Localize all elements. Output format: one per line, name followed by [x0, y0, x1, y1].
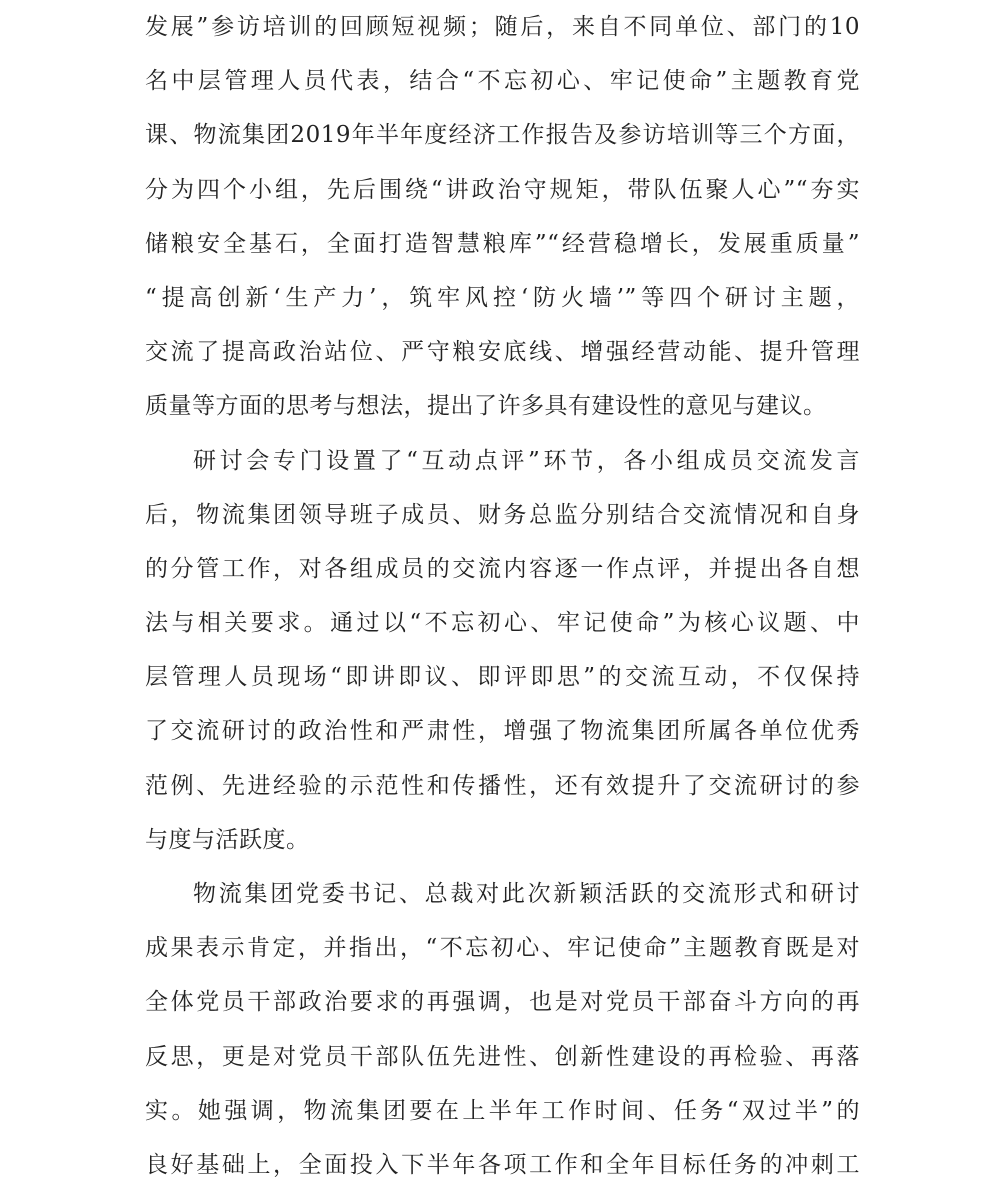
text-line-3: 课、物流集团2019年半年度经济工作报告及参访培训等三个方面， [145, 122, 860, 149]
text-line-4: 分为四个小组，先后围绕“讲政治守规矩，带队伍聚人心”“夯实 [145, 176, 860, 203]
text-line-10: 后，物流集团领导班子成员、财务总监分别结合交流情况和自身 [145, 501, 860, 528]
text-line-12: 法与相关要求。通过以“不忘初心、牢记使命”为核心议题、中 [145, 610, 860, 637]
text-line-5: 储粮安全基石，全面打造智慧粮库”“经营稳增长，发展重质量” [145, 230, 860, 257]
text-line-22: 良好基础上，全面投入下半年各项工作和全年目标任务的冲刺工 [145, 1151, 860, 1178]
text-line-9: 研讨会专门设置了“互动点评”环节，各小组成员交流发言 [193, 447, 860, 474]
text-line-17: 物流集团党委书记、总裁对此次新颖活跃的交流形式和研讨 [193, 881, 860, 907]
text-line-15: 范例、先进经验的示范性和传播性，还有效提升了交流研讨的参 [145, 772, 860, 799]
text-line-7: 交流了提高政治站位、严守粮安底线、增强经营动能、提升管理 [145, 339, 860, 366]
text-line-13: 层管理人员现场“即讲即议、即评即思”的交流互动，不仅保持 [145, 664, 860, 691]
text-line-2: 名中层管理人员代表，结合“不忘初心、牢记使命”主题教育党 [145, 68, 860, 95]
text-line-6: “提高创新‘生产力’，筑牢风控‘防火墙’”等四个研讨主题， [145, 284, 860, 311]
text-line-8: 质量等方面的思考与想法，提出了许多具有建设性的意见与建议。 [145, 393, 827, 420]
body-text [145, 0, 860, 1192]
text-line-20: 反思，更是对党员干部队伍先进性、创新性建设的再检验、再落 [145, 1043, 860, 1070]
text-line-14: 了交流研讨的政治性和严肃性，增强了物流集团所属各单位优秀 [145, 718, 860, 745]
text-line-16: 与度与活跃度。 [145, 826, 310, 853]
text-line-19: 全体党员干部政治要求的再强调，也是对党员干部奋斗方向的再 [145, 989, 860, 1016]
text-line-11: 的分管工作，对各组成员的交流内容逐一作点评，并提出各自想 [145, 555, 860, 582]
text-line-21: 实。她强调，物流集团要在上半年工作时间、任务“双过半”的 [145, 1097, 860, 1124]
text-line-18: 成果表示肯定，并指出，“不忘初心、牢记使命”主题教育既是对 [145, 935, 860, 962]
text-line-1: 发展”参访培训的回顾短视频；随后，来自不同单位、部门的10 [145, 14, 860, 40]
